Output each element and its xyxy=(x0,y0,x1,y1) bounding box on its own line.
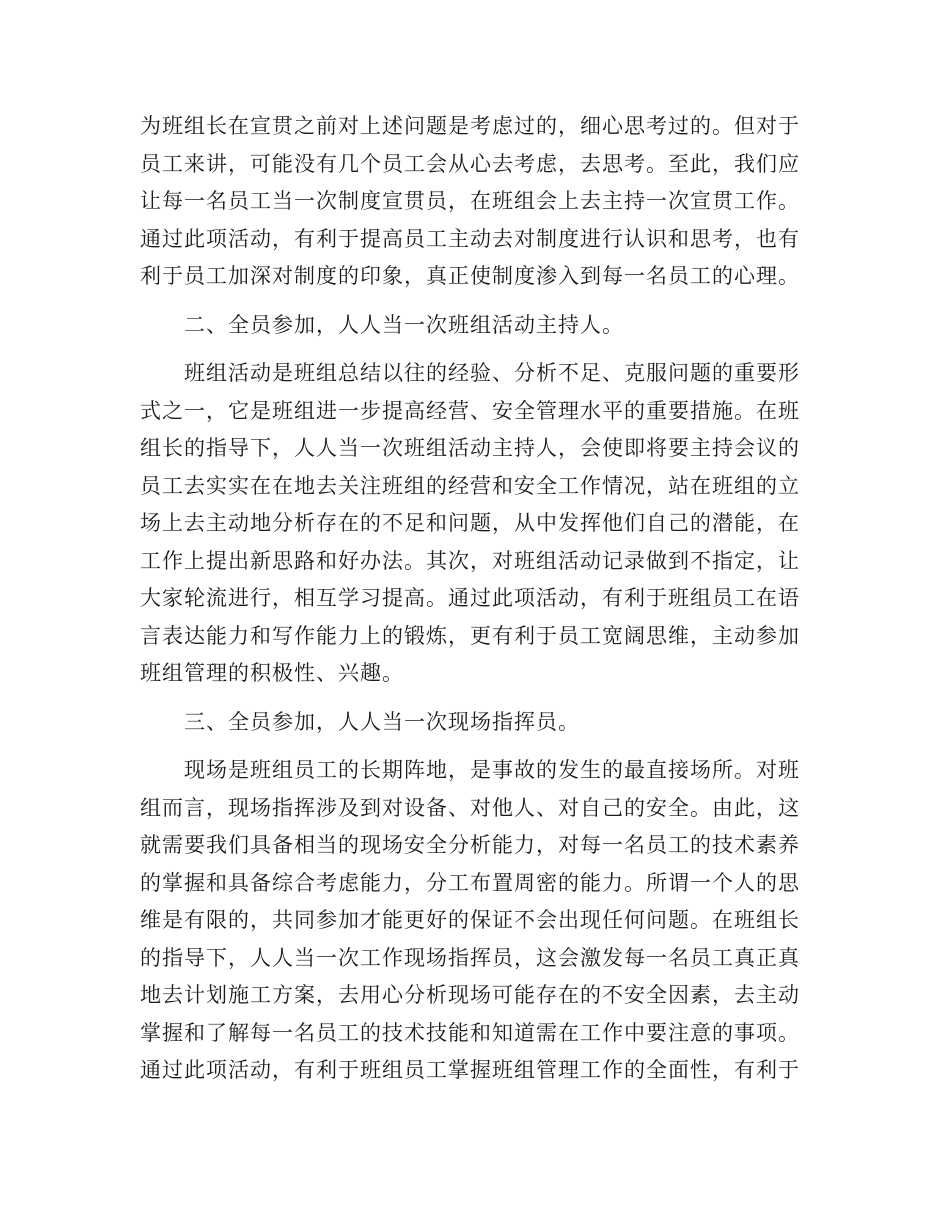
paragraph-continuation: 为班组长在宣贯之前对上述问题是考虑过的，细心思考过的。但对于员工来讲，可能没有几个员工会从心去考虑，去思考。至此，我们应让每一名员工当一次制度宣贯员，在班组会上去主持一次宣贯工作。通过此项活动，有利于提高员工主动去对制度进行认识和思考，也有利于员工加深对制度的印象，真正使制度渗入到每一名员工的心理。 xyxy=(140,114,800,288)
document-body xyxy=(140,108,800,1090)
paragraph-team-activity: 班组活动是班组总结以往的经验、分析不足、克服问题的重要形式之一，它是班组进一步提高经营、安全管理水平的重要措施。在班组长的指导下，人人当一次班组活动主持人，会使即将要主持会议的员工去实实在在地去关注班组的经营和安全工作情况，站在班组的立场上去主动地分析存在的不足和问题，从中发挥他们自己的潜能，在工作上提出新思路和好办法。其次，对班组活动记录做到不指定，让大家轮流进行，相互学习提高。通过此项活动，有利于班组员工在语言表达能力和写作能力上的锻炼，更有利于员工宽阔思维，主动参加班组管理的积极性、兴趣。 xyxy=(140,361,800,685)
section-heading-3: 三、全员参加，人人当一次现场指挥员。 xyxy=(184,709,580,734)
section-heading-2: 二、全员参加，人人当一次班组活动主持人。 xyxy=(184,312,624,337)
paragraph-site-commander: 现场是班组员工的长期阵地，是事故的发生的最直接场所。对班组而言，现场指挥涉及到对设备、对他人、对自己的安全。由此，这就需要我们具备相当的现场安全分析能力，对每一名员工的技术素养的掌握和具备综合考虑能力，分工布置周密的能力。所谓一个人的思维是有限的，共同参加才能更好的保证不会出现任何问题。在班组长的指导下，人人当一次工作现场指挥员，这会激发每一名员工真正真地去计划施工方案，去用心分析现场可能存在的不安全因素，去主动掌握和了解每一名员工的技术技能和知道需在工作中要注意的事项。通过此项活动，有利于班组员工掌握班组管理工作的全面性，有利于 xyxy=(140,758,800,1082)
